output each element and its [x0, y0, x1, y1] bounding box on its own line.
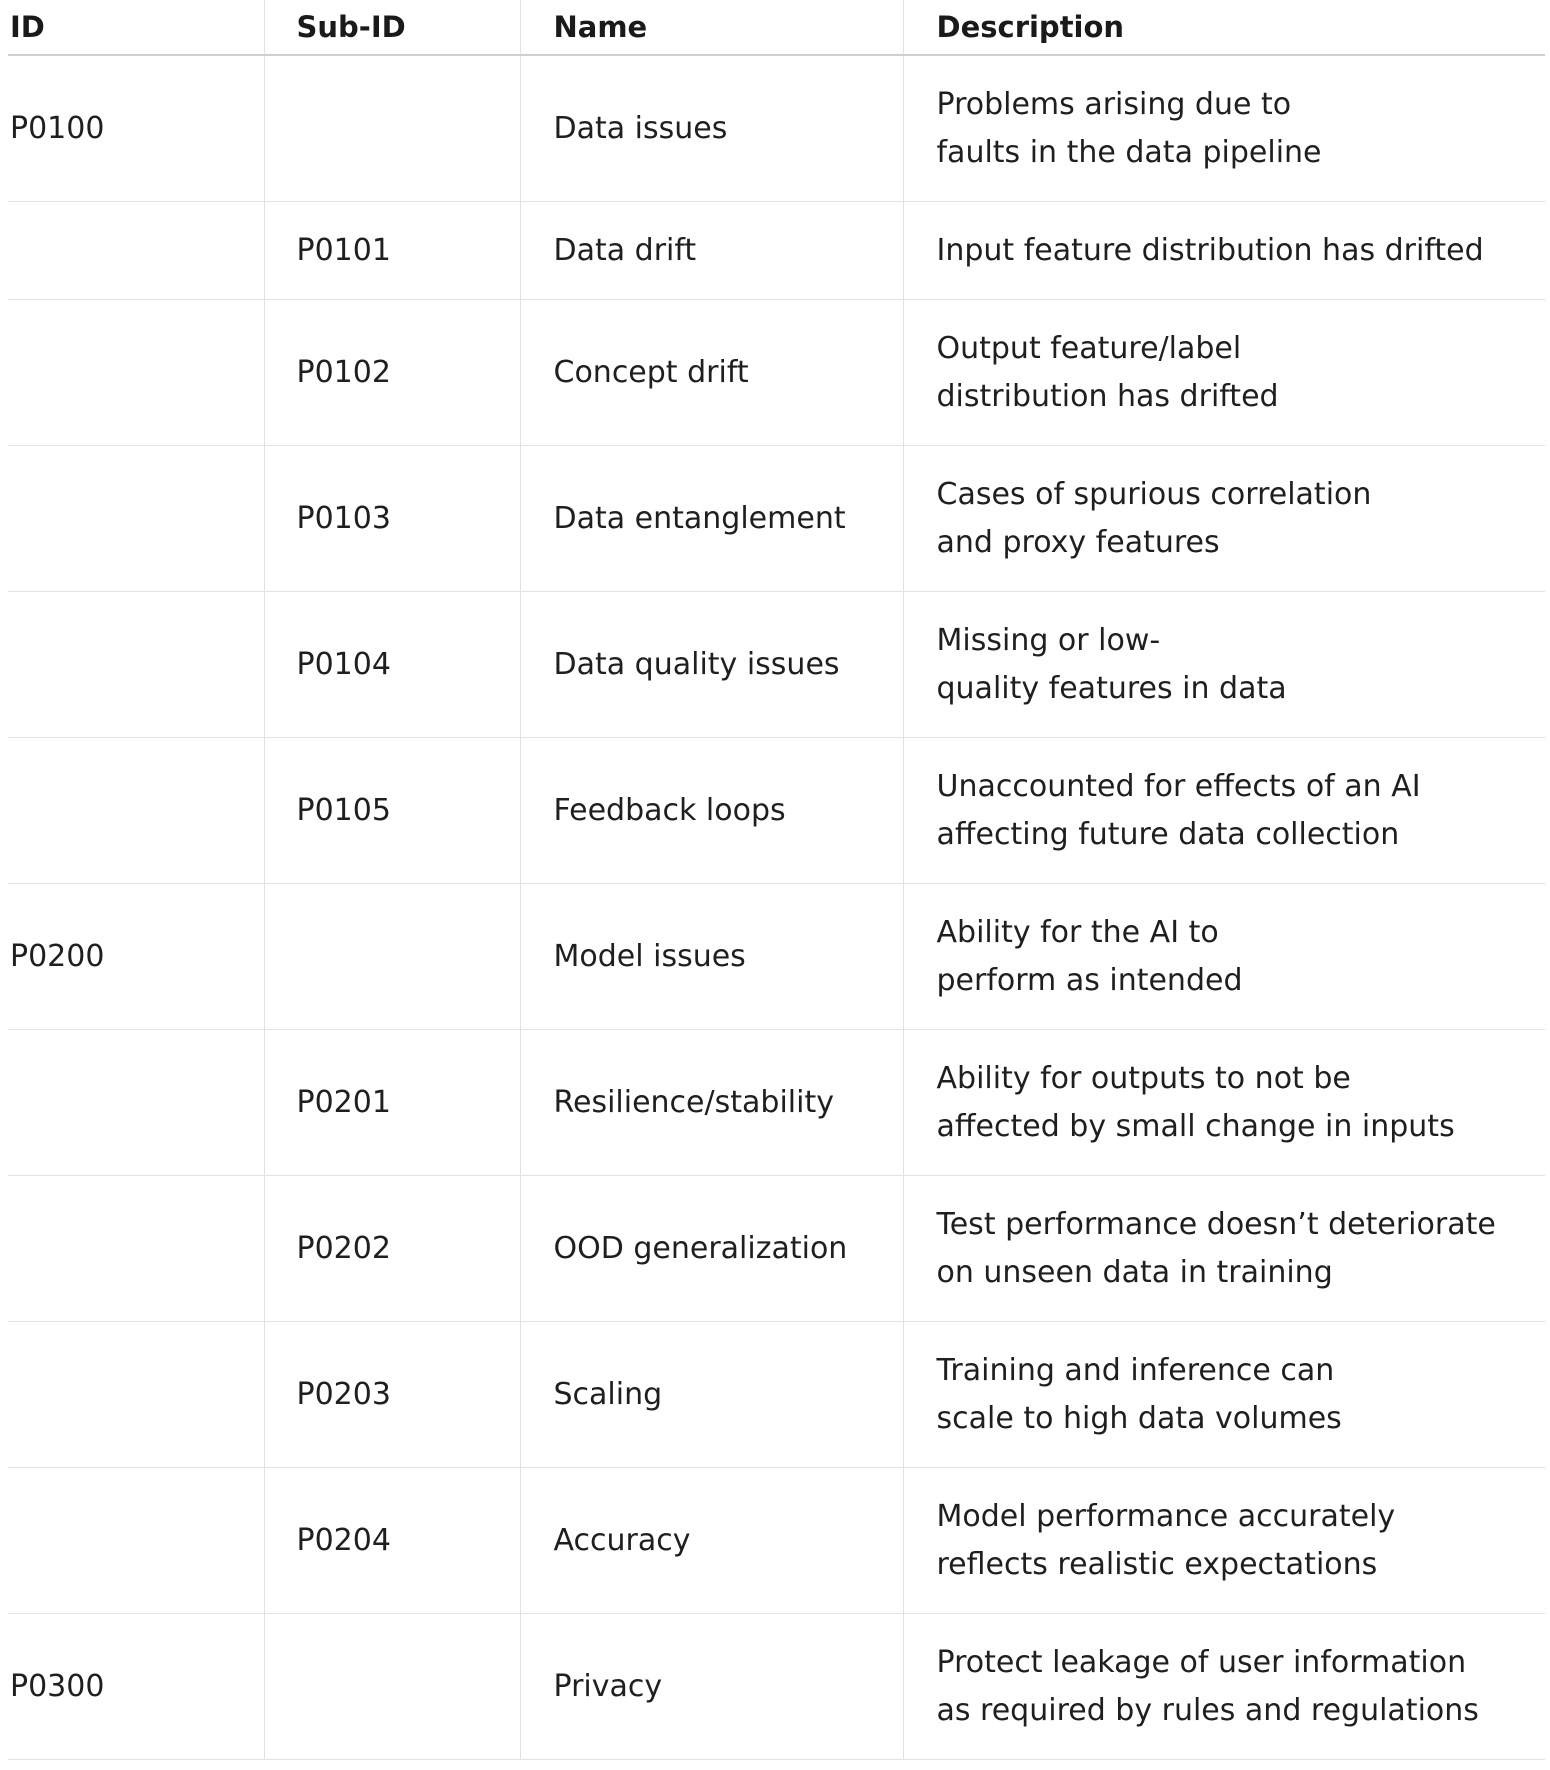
cell-name: Privacy	[520, 1614, 903, 1760]
table-row	[8, 1322, 1545, 1468]
cell-id: P0300	[8, 1614, 264, 1760]
cell-name: Feedback loops	[520, 738, 903, 884]
cell-name: Data drift	[520, 202, 903, 300]
table-row	[8, 738, 1545, 884]
table-row	[8, 1176, 1545, 1322]
cell-description	[903, 1322, 1545, 1468]
cell-name: Resilience/stability	[520, 1030, 903, 1176]
header-row	[8, 0, 1545, 55]
description-line: faults in the data pipeline	[936, 134, 1322, 170]
cell-sub-id	[264, 884, 520, 1030]
cell-sub-id: P0101	[264, 202, 520, 300]
cell-sub-id: P0102	[264, 300, 520, 446]
table-row	[8, 1614, 1545, 1760]
cell-sub-id: P0104	[264, 592, 520, 738]
cell-name: OOD generalization	[520, 1176, 903, 1322]
table-row	[8, 884, 1545, 1030]
description-line: as required by rules and regulations	[936, 1692, 1479, 1728]
cell-id	[8, 1468, 264, 1614]
description-line: Missing or low-	[936, 622, 1161, 658]
cell-id	[8, 446, 264, 592]
cell-id	[8, 1030, 264, 1176]
table-header	[8, 0, 1545, 55]
cell-id	[8, 1322, 264, 1468]
cell-id	[8, 738, 264, 884]
description-line: Protect leakage of user information	[936, 1644, 1467, 1680]
cell-sub-id: P0201	[264, 1030, 520, 1176]
cell-sub-id: P0202	[264, 1176, 520, 1322]
description-line: Cases of spurious correlation	[936, 476, 1372, 512]
description-line: on unseen data in training	[936, 1254, 1333, 1290]
description-line: distribution has drifted	[936, 378, 1279, 414]
cell-id	[8, 592, 264, 738]
table-row	[8, 300, 1545, 446]
description-line: Ability for the AI to	[936, 914, 1219, 950]
table-row	[8, 1468, 1545, 1614]
cell-name: Scaling	[520, 1322, 903, 1468]
cell-sub-id: P0203	[264, 1322, 520, 1468]
cell-description	[903, 592, 1545, 738]
cell-name: Data issues	[520, 55, 903, 202]
cell-name: Model issues	[520, 884, 903, 1030]
cell-name: Data quality issues	[520, 592, 903, 738]
description-line: Test performance doesn’t deteriorate	[936, 1206, 1496, 1242]
description-line: Output feature/label	[936, 330, 1242, 366]
table-row	[8, 202, 1545, 300]
cell-sub-id: P0103	[264, 446, 520, 592]
cell-description	[903, 300, 1545, 446]
description-line: reflects realistic expectations	[936, 1546, 1378, 1582]
table-row	[8, 446, 1545, 592]
cell-id	[8, 1176, 264, 1322]
cell-name: Accuracy	[520, 1468, 903, 1614]
header-name: Name	[520, 0, 903, 55]
cell-description	[903, 202, 1545, 300]
cell-description	[903, 738, 1545, 884]
description-line: and proxy features	[936, 524, 1220, 560]
table-row	[8, 1030, 1545, 1176]
description-line: Problems arising due to	[936, 86, 1292, 122]
description-line: Input feature distribution has drifted	[936, 232, 1484, 268]
cell-sub-id	[264, 55, 520, 202]
cell-sub-id	[264, 1614, 520, 1760]
table-row	[8, 592, 1545, 738]
issue-taxonomy-table	[8, 0, 1545, 1760]
cell-description	[903, 55, 1545, 202]
cell-id	[8, 202, 264, 300]
description-line: Training and inference can	[936, 1352, 1335, 1388]
cell-id: P0100	[8, 55, 264, 202]
cell-name: Data entanglement	[520, 446, 903, 592]
table-row	[8, 55, 1545, 202]
cell-id	[8, 300, 264, 446]
cell-id: P0200	[8, 884, 264, 1030]
header-sub-id: Sub-ID	[264, 0, 520, 55]
cell-description	[903, 1030, 1545, 1176]
header-description: Description	[903, 0, 1545, 55]
description-line: Model performance accurately	[936, 1498, 1396, 1534]
description-line: quality features in data	[936, 670, 1287, 706]
cell-name: Concept drift	[520, 300, 903, 446]
description-line: Unaccounted for effects of an AI	[936, 768, 1421, 804]
cell-sub-id: P0105	[264, 738, 520, 884]
description-line: scale to high data volumes	[936, 1400, 1342, 1436]
cell-description	[903, 1468, 1545, 1614]
header-id: ID	[8, 0, 264, 55]
cell-sub-id: P0204	[264, 1468, 520, 1614]
cell-description	[903, 1614, 1545, 1760]
cell-description	[903, 446, 1545, 592]
description-line: Ability for outputs to not be	[936, 1060, 1351, 1096]
cell-description	[903, 1176, 1545, 1322]
description-line: affected by small change in inputs	[936, 1108, 1455, 1144]
table-body	[8, 55, 1545, 1760]
cell-description	[903, 884, 1545, 1030]
description-line: perform as intended	[936, 962, 1243, 998]
description-line: affecting future data collection	[936, 816, 1400, 852]
